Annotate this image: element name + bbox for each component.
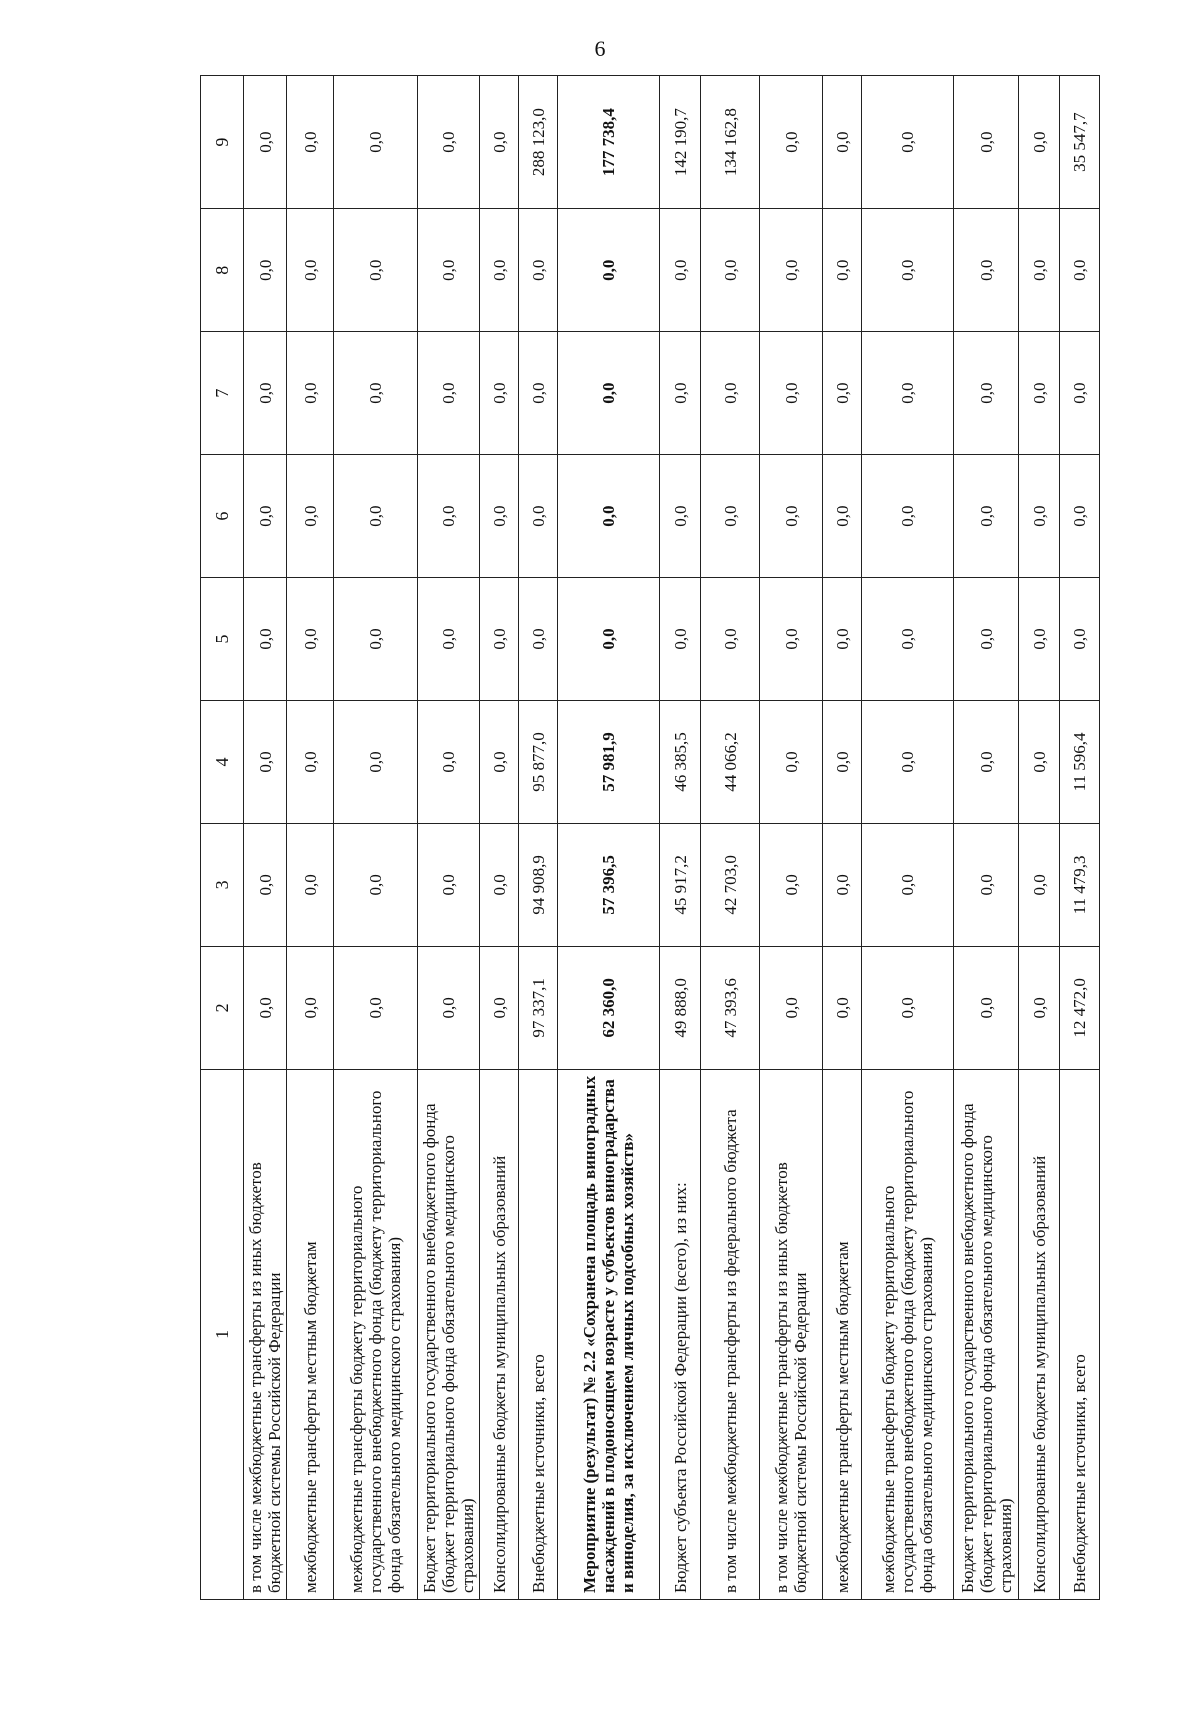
value-cell: 0,0	[954, 823, 1019, 946]
table-row	[287, 76, 334, 1600]
row-label: Консолидированные бюджеты муниципальных образований	[480, 1069, 519, 1599]
value-cell: 0,0	[558, 578, 660, 701]
column-header: 8	[201, 209, 244, 332]
row-label: Мероприятие (результат) № 2.2 «Сохранена площадь виноградных насаждений в плодоносящем возрасте у субъектов виноградарства и виноделия, за исключением личных подсобных хозяйств»	[558, 1069, 660, 1599]
table-row	[954, 76, 1019, 1600]
value-cell: 0,0	[823, 76, 862, 209]
value-cell: 0,0	[1019, 823, 1060, 946]
value-cell: 0,0	[558, 209, 660, 332]
value-cell: 11 596,4	[1060, 701, 1100, 824]
value-cell: 0,0	[519, 578, 558, 701]
value-cell: 0,0	[660, 455, 701, 578]
value-cell: 49 888,0	[660, 946, 701, 1069]
value-cell: 0,0	[480, 701, 519, 824]
value-cell: 0,0	[862, 946, 954, 1069]
value-cell: 0,0	[1019, 578, 1060, 701]
value-cell: 0,0	[480, 209, 519, 332]
value-cell: 0,0	[244, 332, 287, 455]
value-cell: 0,0	[244, 76, 287, 209]
funding-table	[200, 75, 1100, 1600]
value-cell: 0,0	[418, 701, 480, 824]
value-cell: 0,0	[760, 455, 823, 578]
value-cell: 0,0	[334, 578, 418, 701]
value-cell: 0,0	[334, 701, 418, 824]
value-cell: 0,0	[862, 209, 954, 332]
row-label: Бюджет территориального государственного внебюджетного фонда (бюджет территориального фонда обязательного медицинского страхования)	[954, 1069, 1019, 1599]
value-cell: 177 738,4	[558, 76, 660, 209]
value-cell: 42 703,0	[701, 823, 760, 946]
value-cell: 0,0	[660, 332, 701, 455]
value-cell: 0,0	[1060, 578, 1100, 701]
value-cell: 0,0	[334, 946, 418, 1069]
value-cell: 0,0	[760, 76, 823, 209]
value-cell: 0,0	[1019, 76, 1060, 209]
table-row	[701, 76, 760, 1600]
value-cell: 0,0	[823, 455, 862, 578]
value-cell: 0,0	[823, 578, 862, 701]
value-cell: 0,0	[760, 578, 823, 701]
value-cell: 0,0	[418, 332, 480, 455]
value-cell: 44 066,2	[701, 701, 760, 824]
row-label: межбюджетные трансферты бюджету территориального государственного внебюджетного фонда (бюджету территориального фонда обязательного медицинского страхования)	[334, 1069, 418, 1599]
value-cell: 46 385,5	[660, 701, 701, 824]
value-cell: 11 479,3	[1060, 823, 1100, 946]
value-cell: 0,0	[823, 332, 862, 455]
value-cell: 0,0	[418, 76, 480, 209]
table-row	[1060, 76, 1100, 1600]
value-cell: 47 393,6	[701, 946, 760, 1069]
value-cell: 0,0	[1060, 332, 1100, 455]
value-cell: 0,0	[287, 701, 334, 824]
value-cell: 0,0	[954, 455, 1019, 578]
row-label: межбюджетные трансферты местным бюджетам	[287, 1069, 334, 1599]
value-cell: 0,0	[862, 701, 954, 824]
value-cell: 0,0	[760, 209, 823, 332]
table-row	[558, 76, 660, 1600]
table-row	[862, 76, 954, 1600]
value-cell: 62 360,0	[558, 946, 660, 1069]
value-cell: 0,0	[480, 455, 519, 578]
value-cell: 0,0	[287, 455, 334, 578]
value-cell: 0,0	[244, 946, 287, 1069]
value-cell: 35 547,7	[1060, 76, 1100, 209]
value-cell: 0,0	[480, 76, 519, 209]
value-cell: 0,0	[954, 76, 1019, 209]
value-cell: 0,0	[701, 455, 760, 578]
table-row	[660, 76, 701, 1600]
value-cell: 0,0	[334, 455, 418, 578]
value-cell: 0,0	[558, 332, 660, 455]
column-header: 9	[201, 76, 244, 209]
value-cell: 0,0	[954, 332, 1019, 455]
value-cell: 0,0	[954, 578, 1019, 701]
value-cell: 0,0	[823, 823, 862, 946]
row-label: Внебюджетные источники, всего	[1060, 1069, 1100, 1599]
value-cell: 0,0	[701, 209, 760, 332]
value-cell: 0,0	[1019, 209, 1060, 332]
table-header-row	[201, 76, 244, 1600]
value-cell: 142 190,7	[660, 76, 701, 209]
value-cell: 0,0	[287, 578, 334, 701]
value-cell: 0,0	[480, 578, 519, 701]
table-row	[1019, 76, 1060, 1600]
value-cell: 0,0	[862, 823, 954, 946]
value-cell: 0,0	[334, 76, 418, 209]
value-cell: 0,0	[418, 946, 480, 1069]
value-cell: 0,0	[954, 209, 1019, 332]
value-cell: 0,0	[418, 209, 480, 332]
value-cell: 97 337,1	[519, 946, 558, 1069]
value-cell: 0,0	[519, 209, 558, 332]
value-cell: 0,0	[862, 455, 954, 578]
value-cell: 0,0	[244, 455, 287, 578]
row-label: в том числе межбюджетные трансферты из иных бюджетов бюджетной системы Российской Федерации	[244, 1069, 287, 1599]
value-cell: 0,0	[1060, 209, 1100, 332]
value-cell: 0,0	[418, 455, 480, 578]
table-body	[201, 76, 1100, 1600]
value-cell: 0,0	[418, 823, 480, 946]
value-cell: 0,0	[519, 455, 558, 578]
value-cell: 134 162,8	[701, 76, 760, 209]
row-label: Консолидированные бюджеты муниципальных образований	[1019, 1069, 1060, 1599]
value-cell: 0,0	[418, 578, 480, 701]
row-label: Бюджет территориального государственного внебюджетного фонда (бюджет территориального фонда обязательного медицинского страхования)	[418, 1069, 480, 1599]
value-cell: 57 396,5	[558, 823, 660, 946]
value-cell: 0,0	[287, 946, 334, 1069]
value-cell: 288 123,0	[519, 76, 558, 209]
value-cell: 0,0	[334, 209, 418, 332]
value-cell: 0,0	[760, 701, 823, 824]
value-cell: 0,0	[1019, 332, 1060, 455]
column-header: 2	[201, 946, 244, 1069]
value-cell: 0,0	[701, 578, 760, 701]
value-cell: 0,0	[334, 823, 418, 946]
value-cell: 94 908,9	[519, 823, 558, 946]
value-cell: 0,0	[1019, 455, 1060, 578]
column-header: 5	[201, 578, 244, 701]
row-label: межбюджетные трансферты бюджету территориального государственного внебюджетного фонда (бюджету территориального фонда обязательного медицинского страхования)	[862, 1069, 954, 1599]
value-cell: 0,0	[823, 209, 862, 332]
rotated-table-container	[200, 75, 1100, 1600]
value-cell: 45 917,2	[660, 823, 701, 946]
value-cell: 0,0	[1019, 946, 1060, 1069]
table-row	[334, 76, 418, 1600]
value-cell: 0,0	[823, 946, 862, 1069]
value-cell: 0,0	[862, 76, 954, 209]
value-cell: 0,0	[480, 823, 519, 946]
row-label: Бюджет субъекта Российской Федерации (всего), из них:	[660, 1069, 701, 1599]
column-header: 1	[201, 1069, 244, 1599]
value-cell: 0,0	[287, 209, 334, 332]
value-cell: 0,0	[287, 823, 334, 946]
value-cell: 0,0	[954, 946, 1019, 1069]
row-label: Внебюджетные источники, всего	[519, 1069, 558, 1599]
value-cell: 0,0	[287, 76, 334, 209]
value-cell: 0,0	[1019, 701, 1060, 824]
column-header: 6	[201, 455, 244, 578]
table-row	[480, 76, 519, 1600]
value-cell: 0,0	[244, 823, 287, 946]
page-number: 6	[594, 36, 606, 61]
row-label: межбюджетные трансферты местным бюджетам	[823, 1069, 862, 1599]
row-label: в том числе межбюджетные трансферты из федерального бюджета	[701, 1069, 760, 1599]
value-cell: 12 472,0	[1060, 946, 1100, 1069]
table-row	[519, 76, 558, 1600]
column-header: 7	[201, 332, 244, 455]
value-cell: 0,0	[1060, 455, 1100, 578]
value-cell: 0,0	[760, 946, 823, 1069]
row-label: в том числе межбюджетные трансферты из иных бюджетов бюджетной системы Российской Федерации	[760, 1069, 823, 1599]
value-cell: 0,0	[701, 332, 760, 455]
value-cell: 57 981,9	[558, 701, 660, 824]
value-cell: 0,0	[954, 701, 1019, 824]
value-cell: 0,0	[660, 209, 701, 332]
table-row	[418, 76, 480, 1600]
value-cell: 95 877,0	[519, 701, 558, 824]
table-row	[823, 76, 862, 1600]
value-cell: 0,0	[244, 578, 287, 701]
value-cell: 0,0	[480, 332, 519, 455]
value-cell: 0,0	[480, 946, 519, 1069]
table-row	[244, 76, 287, 1600]
value-cell: 0,0	[760, 823, 823, 946]
value-cell: 0,0	[244, 701, 287, 824]
value-cell: 0,0	[334, 332, 418, 455]
value-cell: 0,0	[287, 332, 334, 455]
value-cell: 0,0	[660, 578, 701, 701]
value-cell: 0,0	[823, 701, 862, 824]
value-cell: 0,0	[862, 578, 954, 701]
value-cell: 0,0	[244, 209, 287, 332]
value-cell: 0,0	[862, 332, 954, 455]
value-cell: 0,0	[519, 332, 558, 455]
column-header: 3	[201, 823, 244, 946]
value-cell: 0,0	[558, 455, 660, 578]
table-row	[760, 76, 823, 1600]
value-cell: 0,0	[760, 332, 823, 455]
column-header: 4	[201, 701, 244, 824]
